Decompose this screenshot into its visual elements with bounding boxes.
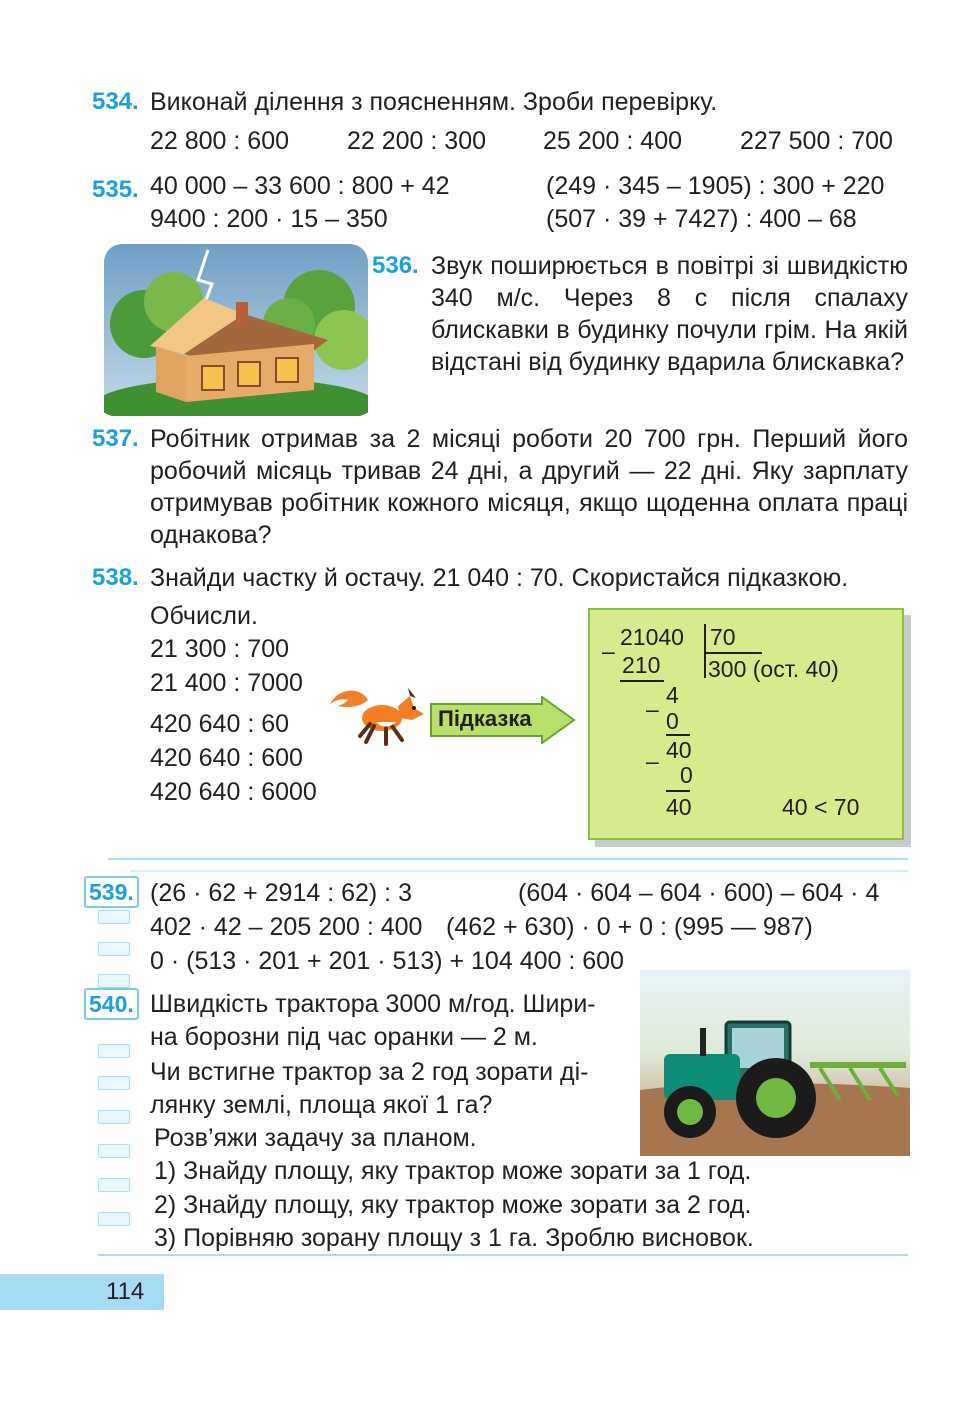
division-step: 40 — [666, 737, 692, 763]
division-step: 4 — [666, 682, 679, 708]
division-compare: 40 < 70 — [782, 794, 860, 820]
problem-535-expr: (249 · 345 – 1905) : 300 + 220 — [546, 172, 885, 200]
problem-537-number: 537. — [92, 425, 139, 452]
problem-540-line: Чи встигне трактор за 2 год зорати ді- — [150, 1058, 589, 1086]
problem-539-expr: (462 + 630) · 0 + 0 : (995 — 987) — [446, 913, 813, 941]
problem-535-expr: 9400 : 200 · 15 – 350 — [150, 205, 388, 233]
division-step: 210 — [622, 652, 661, 678]
problem-536-number: 536. — [372, 252, 419, 279]
problem-539-number: 539. — [84, 876, 139, 908]
problem-539-expr: 0 · (513 · 201 + 201 · 513) + 104 400 : 600 — [150, 947, 624, 975]
problem-534-number: 534. — [92, 88, 139, 115]
problem-539-expr: (604 · 604 – 604 · 600) – 604 · 4 — [518, 879, 880, 907]
hint-label: Підказка — [438, 706, 532, 731]
problem-538-text: Знайди частку й остачу. 21 040 : 70. Скористайся підказкою. — [150, 564, 849, 592]
division-divisor: 70 — [710, 624, 736, 650]
minus-sign: – — [646, 748, 659, 774]
problem-538-expr: 420 640 : 60 — [150, 710, 290, 738]
problem-540-number: 540. — [84, 988, 139, 1020]
long-division-box — [588, 608, 904, 840]
section-top-rule — [130, 870, 908, 872]
problem-535-number: 535. — [92, 176, 139, 203]
problem-536-text: Звук поширюється в повітрі зі швидкістю 340 м/с. Через 8 с після спалаху блискавки в будинку почули грім. На якій відстані від будинку вдарила блискавка? — [431, 252, 908, 376]
plan-step: 3) Порівняю зорану площу з 1 га. Зроблю висновок. — [154, 1224, 754, 1252]
division-remainder: 40 — [666, 794, 692, 820]
problem-539-expr: 402 · 42 – 205 200 : 400 — [150, 913, 423, 941]
problem-540-line: Швидкість трактора 3000 м/год. Шири- — [150, 990, 596, 1018]
problem-538-expr: 420 640 : 600 — [150, 744, 303, 772]
problem-540-line: лянку землі, площа якої 1 га? — [150, 1091, 493, 1119]
fox-icon — [326, 684, 428, 750]
plan-step: 2) Знайду площу, яку трактор може зорати за 2 год. — [154, 1191, 752, 1219]
problem-538-expr: 21 400 : 7000 — [150, 669, 303, 697]
section-bottom-rule — [98, 1254, 908, 1256]
problem-534-expr: 227 500 : 700 — [740, 127, 893, 155]
problem-539-expr: (26 · 62 + 2914 : 62) : 3 — [150, 879, 412, 907]
problem-537-text: Робітник отримав за 2 місяці роботи 20 700 грн. Перший його робочий місяць тривав 24 дні, а другий — 22 дні. Яку зарплату отримував робітник кожного місяця, якщо щоденна оплата праці однакова? — [150, 425, 908, 549]
problem-535-expr: (507 · 39 + 7427) : 400 – 68 — [546, 205, 857, 233]
problem-540-line: Розв’яжи задачу за планом. — [154, 1124, 477, 1152]
minus-sign: – — [646, 696, 659, 722]
section-top-rule — [108, 858, 908, 860]
minus-sign: – — [602, 638, 615, 664]
problem-535-expr: 40 000 – 33 600 : 800 + 42 — [150, 172, 450, 200]
problem-534-expr: 22 800 : 600 — [150, 127, 290, 155]
problem-540-line: на борозни під час оранки — 2 м. — [150, 1023, 538, 1051]
division-step: 0 — [666, 708, 679, 734]
division-step: 0 — [680, 762, 693, 788]
compute-label: Обчисли. — [150, 602, 258, 630]
house-lightning-illustration — [104, 244, 368, 416]
problem-534-expr: 22 200 : 300 — [347, 127, 487, 155]
problem-538-expr: 21 300 : 700 — [150, 635, 290, 663]
problem-534-text: Виконай ділення з поясненням. Зроби перевірку. — [150, 88, 718, 116]
plan-step: 1) Знайду площу, яку трактор може зорати за 1 год. — [154, 1157, 752, 1185]
problem-538-number: 538. — [92, 564, 139, 591]
page-number: 114 — [106, 1278, 145, 1305]
division-quotient: 300 (ост. 40) — [708, 656, 839, 682]
problem-534-expr: 25 200 : 400 — [543, 127, 683, 155]
problem-538-expr: 420 640 : 6000 — [150, 778, 317, 806]
division-dividend: 21040 — [620, 624, 684, 650]
tractor-illustration — [640, 970, 910, 1156]
